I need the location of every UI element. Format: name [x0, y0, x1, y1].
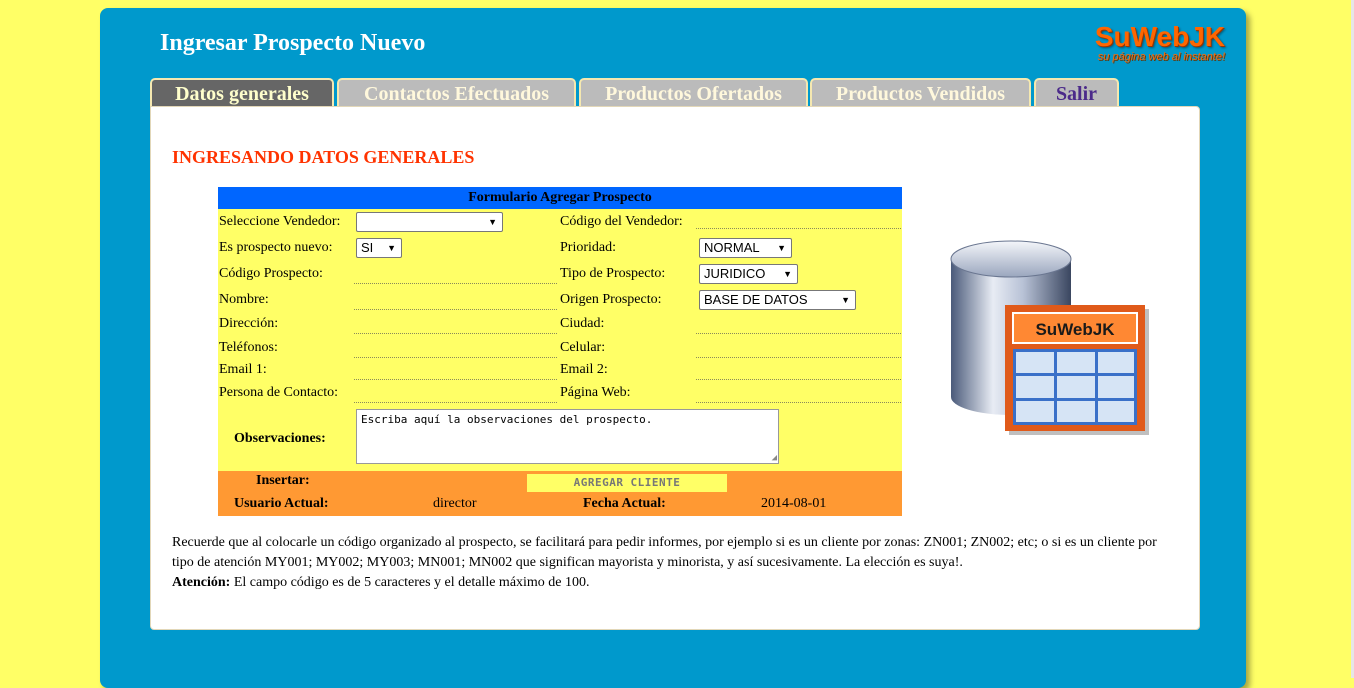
tab-productos-ofertados[interactable]: Productos Ofertados — [579, 78, 808, 106]
codigo-prospecto-input[interactable] — [354, 269, 557, 284]
database-table-icon — [949, 237, 1149, 441]
direccion-label: Dirección: — [219, 316, 279, 331]
usuario-actual-value: director — [433, 496, 477, 511]
tab-contactos-efectuados[interactable]: Contactos Efectuados — [337, 78, 576, 106]
logo-text: SuWebJK — [1094, 21, 1225, 52]
attention-text: El campo código es de 5 caracteres y el detalle máximo de 100. — [230, 575, 590, 590]
site-logo — [1070, 22, 1225, 62]
fecha-actual-value: 2014-08-01 — [761, 496, 827, 511]
origen-prospecto-label: Origen Prospecto: — [560, 292, 662, 307]
observaciones-textarea[interactable] — [356, 409, 779, 464]
nombre-input[interactable] — [354, 295, 557, 310]
telefonos-label: Teléfonos: — [219, 340, 278, 355]
nombre-label: Nombre: — [219, 292, 269, 307]
form-body — [218, 209, 902, 471]
pagina-web-input[interactable] — [696, 388, 901, 403]
content-panel — [150, 106, 1200, 630]
telefonos-input[interactable] — [354, 343, 557, 358]
illustration-logo-text: SuWebJK — [1035, 320, 1115, 339]
form-footer — [218, 471, 902, 516]
usuario-actual-label: Usuario Actual: — [234, 496, 329, 511]
persona-contacto-label: Persona de Contacto: — [219, 385, 338, 400]
chevron-down-icon: ▼ — [783, 269, 792, 279]
prioridad-label: Prioridad: — [560, 240, 616, 255]
prospecto-nuevo-select[interactable] — [356, 238, 402, 258]
email2-label: Email 2: — [560, 362, 608, 377]
persona-contacto-input[interactable] — [354, 388, 557, 403]
agregar-cliente-button[interactable]: AGREGAR CLIENTE — [527, 474, 727, 492]
email1-input[interactable] — [354, 365, 557, 380]
prospecto-nuevo-label: Es prospecto nuevo: — [219, 240, 333, 255]
origen-prospecto-select-value: BASE DE DATOS — [704, 292, 808, 307]
prioridad-select-value: NORMAL — [704, 240, 760, 255]
prioridad-select[interactable] — [699, 238, 792, 258]
logo-tagline: su página web al instante! — [1097, 51, 1225, 63]
database-illustration — [949, 237, 1149, 437]
codigo-vendedor-label: Código del Vendedor: — [560, 214, 683, 229]
tipo-prospecto-select[interactable] — [699, 264, 798, 284]
chevron-down-icon: ▼ — [841, 295, 850, 305]
section-heading: INGRESANDO DATOS GENERALES — [172, 147, 475, 167]
tipo-prospecto-select-value: JURIDICO — [704, 266, 766, 281]
chevron-down-icon: ▼ — [777, 243, 786, 253]
vendedor-select[interactable] — [356, 212, 503, 232]
fecha-actual-label: Fecha Actual: — [583, 496, 666, 511]
origen-prospecto-select[interactable] — [699, 290, 856, 310]
form-title: Formulario Agregar Prospecto — [218, 187, 902, 209]
observaciones-label: Observaciones: — [234, 431, 326, 446]
tab-salir[interactable]: Salir — [1034, 78, 1119, 106]
celular-input[interactable] — [696, 343, 901, 358]
seleccione-vendedor-label: Seleccione Vendedor: — [219, 214, 341, 229]
notice-body: Recuerde que al colocarle un código organizado al prospecto, se facilitará para pedir informes, por ejemplo si es un cliente por zonas: ZN001; ZN002; etc; o si es un cliente por tipo de atención MY001; MY002; MY003; MN001; MN002 que significan mayorista y minorista, y así sucesivamente. La elección es suya!. — [172, 535, 1157, 570]
codigo-prospecto-label: Código Prospecto: — [219, 266, 323, 281]
tipo-prospecto-label: Tipo de Prospecto: — [560, 266, 666, 281]
observaciones-placeholder: Escriba aquí la observaciones del prospecto. — [361, 413, 653, 426]
prospecto-nuevo-select-value: SI — [361, 240, 374, 255]
tab-datos-generales[interactable]: Datos generales — [150, 78, 334, 106]
ciudad-label: Ciudad: — [560, 316, 605, 331]
chevron-down-icon: ▼ — [387, 243, 396, 253]
main-frame — [100, 8, 1246, 688]
tab-productos-vendidos[interactable]: Productos Vendidos — [810, 78, 1031, 106]
ciudad-input[interactable] — [696, 319, 901, 334]
email2-input[interactable] — [696, 365, 901, 380]
notice-text — [172, 533, 1182, 593]
resize-grip-icon[interactable]: ◢ — [771, 453, 777, 463]
insertar-label: Insertar: — [256, 473, 310, 488]
page-title: Ingresar Prospecto Nuevo — [160, 30, 426, 56]
email1-label: Email 1: — [219, 362, 267, 377]
prospect-form — [218, 187, 902, 516]
direccion-input[interactable] — [354, 319, 557, 334]
attention-label: Atención: — [172, 575, 231, 590]
chevron-down-icon: ▼ — [488, 217, 497, 227]
celular-label: Celular: — [560, 340, 606, 355]
pagina-web-label: Página Web: — [560, 385, 631, 400]
codigo-vendedor-value — [696, 214, 901, 229]
